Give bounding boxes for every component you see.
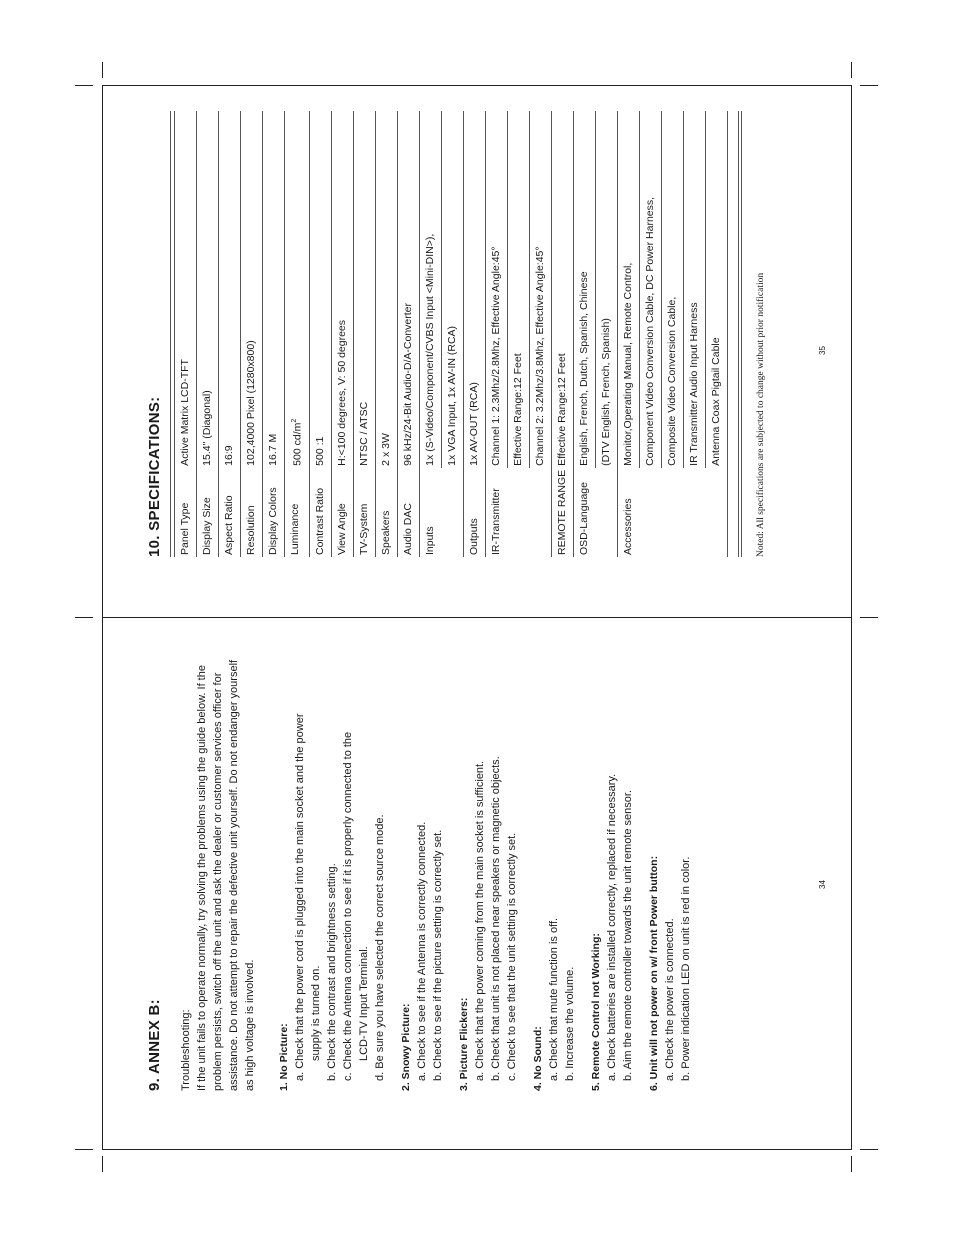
list-item: b. Check that unit is not placed near speakers or magnetic objects.: [490, 756, 502, 1081]
list-item: b. Power indication LED on unit is red in color.: [680, 856, 692, 1081]
table-row: [219, 111, 241, 557]
spec-key: Luminance: [285, 468, 310, 557]
spec-value-text: Effective Range:12 Feet: [555, 353, 568, 466]
table-row: [551, 111, 573, 557]
spec-key: View Angle: [331, 468, 353, 557]
spec-key: [441, 468, 463, 557]
list-item: a. Check that mute function is off.: [548, 917, 560, 1081]
spec-key: Accessories: [621, 498, 634, 555]
spec-value-superscript: 2: [291, 418, 298, 423]
spec-value: [683, 111, 705, 468]
spec-key: [705, 468, 727, 557]
spec-key: OSD-Language: [577, 482, 590, 555]
spec-value-text: Antenna Coax Pigtail Cable: [709, 337, 722, 466]
table-row: [331, 111, 353, 557]
spec-value-text: Active Matrix LCD-TFT: [179, 359, 191, 466]
page-number: 34: [818, 880, 827, 889]
spec-key: Display Colors: [263, 468, 285, 557]
spec-value-text: Component Video Conversion Cable, DC Power Harness,: [643, 196, 656, 466]
spec-key: REMOTE RANGE: [551, 468, 573, 557]
table-row: [639, 111, 661, 557]
spec-key: [683, 468, 705, 557]
list-item: b. Check to see if the picture setting is correctly set.: [432, 829, 444, 1081]
table-row: [197, 111, 219, 557]
spec-key: IR-Transmitter: [489, 488, 502, 555]
intro-line: problem persists, switch off the unit and ask the dealer or customer services officer for: [212, 672, 224, 1091]
spec-key: Speakers: [375, 468, 397, 557]
spec-value: [419, 111, 441, 468]
list-item: LCD-TV Input Terminal.: [358, 946, 370, 1061]
table-row: [309, 111, 331, 557]
table-row: [485, 111, 507, 557]
spec-key: Audio DAC: [397, 468, 419, 557]
spec-value: [263, 111, 285, 468]
spec-value-text: 96 kHz/24-Bit Audio-D/A-Converter: [401, 302, 414, 466]
page-number: 35: [818, 346, 827, 355]
list-item: a. Check that the power coming from the main socket is sufficient.: [474, 760, 486, 1081]
list-item: a. Check that the power cord is plugged into the main socket and the power: [294, 713, 306, 1081]
section-heading: 6. Unit will not power on w/ front Power button:: [648, 855, 660, 1091]
spec-value-text: Composite Video Conversion Cable,: [665, 296, 678, 466]
spec-value-text: Monitor,Operating Manual, Remote Control,: [621, 262, 634, 466]
table-row: [263, 111, 285, 557]
spec-key: Outputs: [463, 468, 485, 557]
section-heading: 4. No Sound:: [532, 1026, 544, 1091]
intro-line: If the unit fails to operate normally, try solving the problems using the guide below. If the: [196, 665, 208, 1091]
list-item: b. Increase the volume.: [564, 966, 576, 1081]
annex-body: [178, 621, 694, 1091]
spec-key: [595, 468, 617, 557]
specifications-table: [174, 111, 728, 557]
intro-label: Troubleshooting:: [180, 1009, 192, 1091]
spec-value: [507, 111, 529, 468]
spec-key: TV-System: [353, 468, 375, 557]
list-item: a. Check to see if the Antenna is correctly connected.: [416, 821, 428, 1081]
table-row: [175, 111, 197, 557]
spec-value-text: Channel 2: 3.2Mhz/3.8Mhz, Effective Angle:45°: [533, 246, 546, 466]
list-item: c. Check the Antenna connection to see if it is properly connected to the: [342, 731, 354, 1081]
spec-key: [507, 468, 529, 557]
spec-key: Resolution: [241, 468, 263, 557]
table-row: [705, 111, 727, 557]
table-bottom-rule: [738, 111, 739, 557]
specifications-page: [102, 83, 852, 617]
intro-line: assistance. Do not attempt to repair the defective unit yourself. Do not endanger yourself: [228, 659, 240, 1091]
table-row: [241, 111, 263, 557]
spec-value-text: IR Transmitter Audio Input Harness: [687, 302, 700, 466]
section-heading: 1. No Picture:: [278, 1023, 290, 1091]
table-bottom-rule: [741, 111, 742, 557]
intro-line: as high voltage is involved.: [244, 959, 256, 1091]
table-row: [353, 111, 375, 557]
spec-value: [617, 111, 639, 468]
spec-value-text: 1x AV-OUT (RCA): [467, 382, 480, 466]
spec-value: [441, 111, 463, 468]
spec-value: [485, 111, 507, 468]
table-row: [683, 111, 705, 557]
spec-value: [175, 111, 197, 468]
specifications-note: Noted: All specifications are subjected to change without prior notification: [756, 272, 766, 557]
spec-value-text: H:<100 degrees, V: 50 degrees: [335, 319, 348, 466]
spec-value-text: 1x (S-Video/Component/CVBS Input <Mini-DIN>),: [423, 233, 436, 466]
spec-key: Display Size: [197, 468, 219, 557]
list-item: a. Check batteries are installed correctly, replaced if necessary.: [606, 773, 618, 1081]
spec-value-text: 500 cd/m: [291, 422, 304, 466]
spec-value-text: 15.4" (Diagonal): [201, 390, 213, 466]
spec-key: Panel Type: [175, 468, 197, 557]
table-row: [529, 111, 551, 557]
list-item: supply is turned on.: [310, 965, 322, 1061]
annex-page: [102, 617, 852, 1151]
table-row: [375, 111, 397, 557]
spec-value: [397, 111, 419, 468]
list-item: b. Check the contrast and brightness setting.: [326, 863, 338, 1081]
spec-value-text: 16:9: [223, 445, 235, 466]
section-heading: 5. Remote Control not Working:: [590, 933, 602, 1091]
list-item: c. Check to see that the unit setting is correctly set.: [506, 832, 518, 1081]
section-heading: 3. Picture Flickers:: [458, 997, 470, 1091]
spec-key: [639, 468, 661, 557]
table-row: [661, 111, 683, 557]
spec-value: [219, 111, 241, 468]
spec-value-text: 102,4000 Pixel (1280x800): [245, 340, 257, 466]
table-top-rule: [170, 111, 171, 557]
spec-value: [197, 111, 219, 468]
table-row: [397, 111, 419, 557]
table-row: [419, 111, 441, 557]
table-row: [463, 111, 485, 557]
spec-value-text: English, French, Dutch, Spanish, Chinese: [577, 271, 590, 466]
spec-value: [285, 111, 310, 468]
spec-value: [705, 111, 727, 468]
spec-value: [661, 111, 683, 468]
spec-key: Aspect Ratio: [219, 468, 241, 557]
spec-value-text: 16.7 M: [267, 433, 279, 466]
spec-value-text: 1x VGA Input, 1x AV-IN (RCA): [445, 325, 458, 466]
spec-value: [639, 111, 661, 468]
table-row: [573, 111, 595, 557]
spec-key: Inputs: [423, 526, 436, 555]
spec-value: [375, 111, 397, 468]
spec-key: [529, 468, 551, 557]
spec-value: [309, 111, 331, 468]
spec-value-text: NTSC / ATSC: [357, 401, 370, 466]
table-row: [617, 111, 639, 557]
spec-key: Contrast Ratio: [309, 468, 331, 557]
list-item: a. Check the power is connected.: [664, 918, 676, 1081]
spec-value: [463, 111, 485, 468]
table-row: [285, 111, 310, 557]
spec-value: [331, 111, 353, 468]
section-heading: 2. Snowy Picture:: [400, 1003, 412, 1091]
annex-title: 9. ANNEX B:: [146, 999, 163, 1091]
spec-value-text: 500 :1: [313, 436, 326, 466]
spec-value-text: Effective Range:12 Feet: [511, 353, 524, 466]
table-row: [595, 111, 617, 557]
table-row: [507, 111, 529, 557]
specifications-title: 10. SPECIFICATIONS:: [146, 396, 163, 557]
spec-value-text: (DTV English, French, Spanish): [599, 318, 612, 466]
spec-value: [595, 111, 617, 468]
list-item: b. Aim the remote controller towards the unit remote sensor.: [622, 789, 634, 1081]
spec-value: [529, 111, 551, 468]
spec-value-text: Channel 1: 2.3Mhz/2.8Mhz, Effective Angle:45°: [489, 246, 502, 466]
spec-value: [551, 111, 573, 468]
spec-key: [661, 468, 683, 557]
spec-value: [241, 111, 263, 468]
spec-value: [353, 111, 375, 468]
list-item: d. Be sure you have selected the correct source mode.: [374, 814, 386, 1081]
table-row: [441, 111, 463, 557]
spec-value-text: 2 x 3W: [379, 433, 392, 466]
spec-value: [573, 111, 595, 468]
